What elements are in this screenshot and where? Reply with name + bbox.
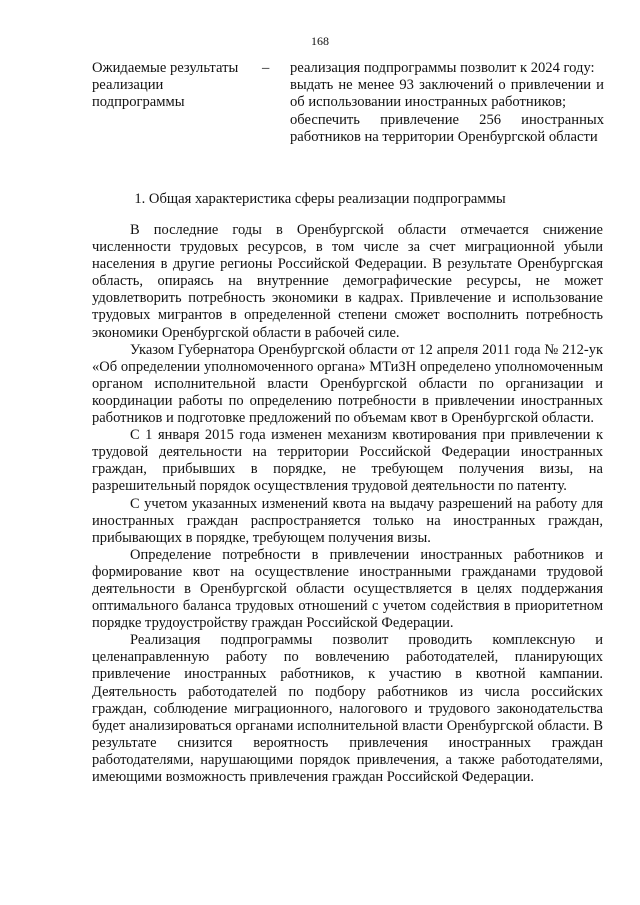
section-title: 1. Общая характеристика сферы реализации подпрограммы xyxy=(134,191,506,207)
expected-result-item: обеспечить привлечение 256 иностранных работников на территории Оренбургской области xyxy=(290,111,604,145)
body-paragraph: Указом Губернатора Оренбургской области от 12 апреля 2011 года № 212-ук «Об определении уполномоченного органа» МТиЗН определено уполномоченным органом исполнительной власти Оренбургской области по организации и координации работы по определению потребности в привлечении иностранных работников и подготовке предложений по объемам квот в Оренбургской области. xyxy=(92,341,603,427)
expected-result-intro: реализация подпрограммы позволит к 2024 году: xyxy=(290,60,595,76)
section-body xyxy=(92,222,603,786)
expected-results-label: Ожидаемые результаты реализации подпрограммы xyxy=(92,60,239,111)
body-paragraph: С учетом указанных изменений квота на выдачу разрешений на работу для иностранных граждан распространяется только на иностранных граждан, прибывающих в порядке, требующем получения визы. xyxy=(92,495,603,546)
body-paragraph: Реализация подпрограммы позволит проводить комплексную и целенаправленную работу по вовлечению работодателей, планирующих привлечение иностранных работников, к участию в квотной кампании. Деятельность работодателей по подбору работников из числа российских граждан, соблюдение миграционного, налогового и трудового законодательства будет анализироваться органами исполнительной власти Оренбургской области. В результате снизится вероятность привлечения иностранных граждан работодателями, нарушающими порядок привлечения, а также работодателями, имеющими возможность привлечения граждан Российской Федерации. xyxy=(92,632,603,785)
page-number: 168 xyxy=(311,34,329,48)
body-paragraph: С 1 января 2015 года изменен механизм квотирования при привлечении к трудовой деятельности на территории Российской Федерации иностранных граждан, прибывших в порядке, не требующем получения визы, на разрешительный порядок осуществления трудовой деятельности по патенту. xyxy=(92,427,603,495)
body-paragraph: В последние годы в Оренбургской области отмечается снижение численности трудовых ресурсов, в том числе за счет миграционной убыли населения в другие регионы Российской Федерации. В результате Оренбургская область, опираясь на внутренние демографические ресурсы, не может удовлетворить потребность экономики в кадрах. Привлечение и использование трудовых мигрантов в определенной степени сможет восполнить потребность экономики Оренбургской области в рабочей силе. xyxy=(92,222,603,341)
expected-results-value xyxy=(290,60,604,146)
body-paragraph: Определение потребности в привлечении иностранных работников и формирование квот на осуществление иностранными гражданами трудовой деятельности в Оренбургской области осуществляется в целях поддержания оптимального баланса трудовых отношений с учетом содействия в приоритетном порядке трудоустройству граждан Российской Федерации. xyxy=(92,546,603,632)
expected-result-item: выдать не менее 93 заключений о привлечении и об использовании иностранных работников; xyxy=(290,77,604,111)
expected-results-dash: – xyxy=(262,60,270,76)
